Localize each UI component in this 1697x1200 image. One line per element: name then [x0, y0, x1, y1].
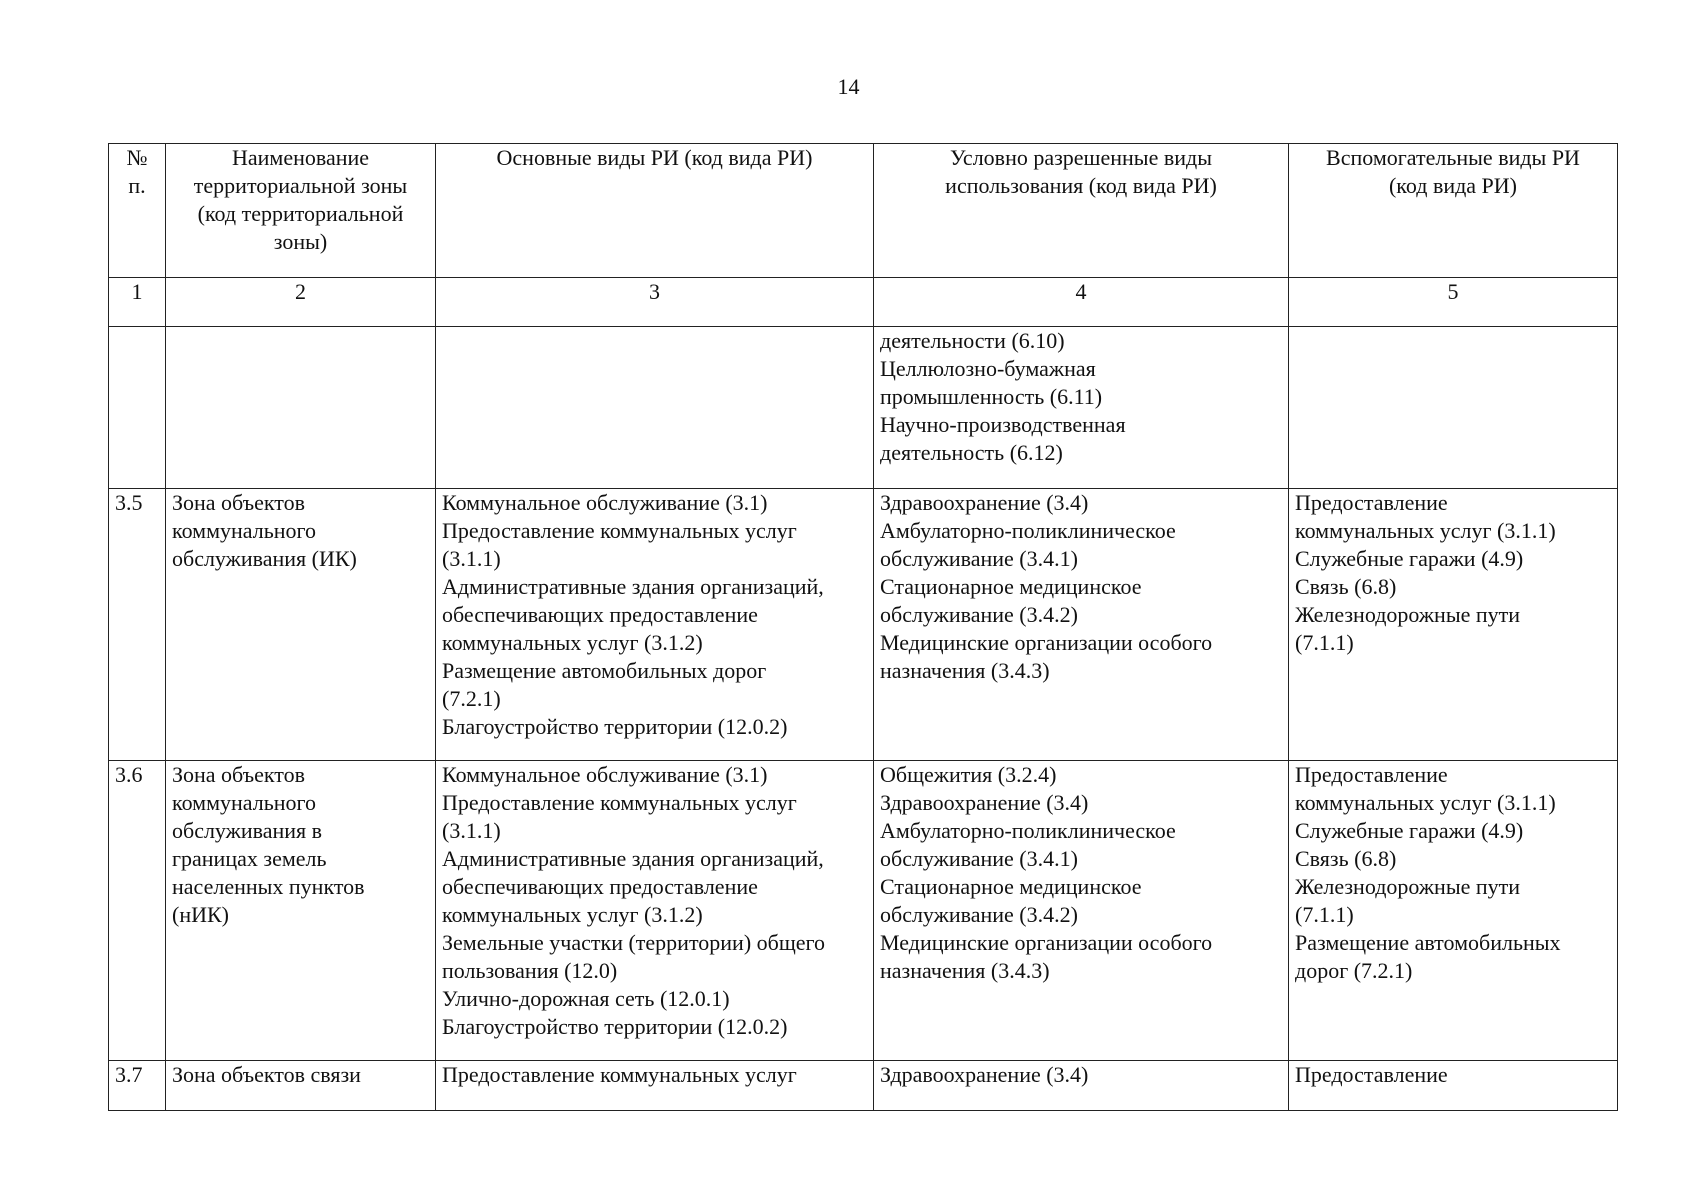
cell-line: Предоставление коммунальных услуг: [442, 518, 797, 543]
zone-name-cell: [166, 1061, 436, 1111]
cell-line: обслуживания (ИК): [172, 546, 357, 571]
row-number-cell: 3.6: [109, 761, 166, 1061]
cell-line: Коммунальное обслуживание (3.1): [442, 490, 768, 515]
cell-line: (7.1.1): [1295, 630, 1354, 655]
cell-line: Целлюлозно-бумажная: [880, 356, 1096, 381]
cell-line: Железнодорожные пути: [1295, 602, 1521, 627]
table-row: [109, 489, 1618, 761]
auxiliary-uses-cell: [1289, 489, 1618, 761]
cell-line: пользования (12.0): [442, 958, 618, 983]
cell-line: Стационарное медицинское: [880, 874, 1142, 899]
conditional-uses-cell: [874, 489, 1289, 761]
conditional-uses-cell: [874, 1061, 1289, 1111]
cell-line: Улично-дорожная сеть (12.0.1): [442, 986, 730, 1011]
cell-line: Благоустройство территории (12.0.2): [442, 1014, 788, 1039]
cell-line: (нИК): [172, 902, 229, 927]
main-uses-cell: [436, 761, 874, 1061]
cell-line: назначения (3.4.3): [880, 658, 1050, 683]
cell-line: границах земель: [172, 846, 327, 871]
cell-line: Железнодорожные пути: [1295, 874, 1521, 899]
cell-line: Зона объектов связи: [172, 1062, 361, 1087]
cell-line: Предоставление: [1295, 490, 1448, 515]
main-uses-cell: [436, 489, 874, 761]
header-line: №: [126, 145, 148, 170]
header-line: п.: [128, 173, 146, 198]
cell-line: обслуживания в: [172, 818, 323, 843]
header-line: территориальной зоны: [193, 173, 408, 198]
cell-line: Административные здания организаций,: [442, 846, 824, 871]
cell-line: Размещение автомобильных: [1295, 930, 1561, 955]
cell-line: Административные здания организаций,: [442, 574, 824, 599]
cell-line: обслуживание (3.4.2): [880, 902, 1078, 927]
cell-line: (3.1.1): [442, 818, 501, 843]
cell-line: Медицинские организации особого: [880, 630, 1213, 655]
cell-line: Размещение автомобильных дорог: [442, 658, 767, 683]
cell-line: промышленность (6.11): [880, 384, 1103, 409]
cell-line: обслуживание (3.4.1): [880, 846, 1078, 871]
main-uses-cell: [436, 327, 874, 489]
cell-line: Здравоохранение (3.4): [880, 790, 1089, 815]
cell-line: Предоставление: [1295, 1062, 1448, 1087]
cell-line: Общежития (3.2.4): [880, 762, 1057, 787]
cell-line: населенных пунктов: [172, 874, 365, 899]
cell-line: деятельности (6.10): [880, 328, 1065, 353]
cell-line: коммунальных услуг (3.1.2): [442, 630, 703, 655]
cell-line: Здравоохранение (3.4): [880, 1062, 1089, 1087]
cell-line: коммунального: [172, 518, 316, 543]
page-number: 14: [837, 74, 860, 99]
table-row: [109, 327, 1618, 489]
cell-line: Медицинские организации особого: [880, 930, 1213, 955]
cell-line: Здравоохранение (3.4): [880, 490, 1089, 515]
header-auxiliary-uses: [1289, 144, 1618, 278]
cell-line: Амбулаторно-поликлиническое: [880, 818, 1176, 843]
auxiliary-uses-cell: [1289, 1061, 1618, 1111]
zone-name-cell: [166, 327, 436, 489]
row-number-cell: 3.7: [109, 1061, 166, 1111]
cell-line: (7.2.1): [442, 686, 501, 711]
cell-line: назначения (3.4.3): [880, 958, 1050, 983]
cell-line: Связь (6.8): [1295, 846, 1397, 871]
cell-line: коммунального: [172, 790, 316, 815]
cell-line: Служебные гаражи (4.9): [1295, 546, 1524, 571]
header-number: [109, 144, 166, 278]
header-main-uses: [436, 144, 874, 278]
cell-line: обеспечивающих предоставление: [442, 874, 758, 899]
auxiliary-uses-cell: [1289, 761, 1618, 1061]
zone-name-cell: [166, 489, 436, 761]
header-conditional-uses: [874, 144, 1289, 278]
main-uses-cell: [436, 1061, 874, 1111]
cell-line: (3.1.1): [442, 546, 501, 571]
cell-line: Благоустройство территории (12.0.2): [442, 714, 788, 739]
auxiliary-uses-cell: [1289, 327, 1618, 489]
cell-line: обеспечивающих предоставление: [442, 602, 758, 627]
header-zone-name: [166, 144, 436, 278]
table-header-row: [109, 144, 1618, 278]
header-line: использования (код вида РИ): [945, 173, 1217, 198]
conditional-uses-cell: [874, 761, 1289, 1061]
cell-line: Амбулаторно-поликлиническое: [880, 518, 1176, 543]
zoning-table: [108, 143, 1618, 1111]
cell-line: Коммунальное обслуживание (3.1): [442, 762, 768, 787]
cell-line: Зона объектов: [172, 490, 305, 515]
cell-line: коммунальных услуг (3.1.1): [1295, 790, 1556, 815]
header-line: зоны): [273, 229, 328, 254]
column-number: 5: [1289, 278, 1618, 327]
column-number: 3: [436, 278, 874, 327]
cell-line: Предоставление коммунальных услуг: [442, 1062, 797, 1087]
cell-line: Предоставление: [1295, 762, 1448, 787]
cell-line: обслуживание (3.4.2): [880, 602, 1078, 627]
cell-line: обслуживание (3.4.1): [880, 546, 1078, 571]
conditional-uses-cell: [874, 327, 1289, 489]
table-row: [109, 761, 1618, 1061]
table-body: [109, 144, 1618, 1111]
header-line: (код территориальной: [197, 201, 404, 226]
column-number: 2: [166, 278, 436, 327]
cell-line: (7.1.1): [1295, 902, 1354, 927]
header-line: Условно разрешенные виды: [950, 145, 1212, 170]
header-line: Наименование: [231, 145, 370, 170]
cell-line: Предоставление коммунальных услуг: [442, 790, 797, 815]
column-number: 1: [109, 278, 166, 327]
cell-line: Научно-производственная: [880, 412, 1126, 437]
row-number-cell: 3.5: [109, 489, 166, 761]
cell-line: Земельные участки (территории) общего: [442, 930, 826, 955]
zone-name-cell: [166, 761, 436, 1061]
cell-line: коммунальных услуг (3.1.2): [442, 902, 703, 927]
cell-line: дорог (7.2.1): [1295, 958, 1413, 983]
cell-line: Зона объектов: [172, 762, 305, 787]
cell-line: деятельность (6.12): [880, 440, 1063, 465]
table-row: [109, 1061, 1618, 1111]
cell-line: Служебные гаражи (4.9): [1295, 818, 1524, 843]
cell-line: коммунальных услуг (3.1.1): [1295, 518, 1556, 543]
row-number-cell: [109, 327, 166, 489]
header-line: (код вида РИ): [1388, 173, 1518, 198]
header-line: Вспомогательные виды РИ: [1326, 145, 1580, 170]
column-number-row: [109, 278, 1618, 327]
cell-line: Связь (6.8): [1295, 574, 1397, 599]
column-number: 4: [874, 278, 1289, 327]
cell-line: Стационарное медицинское: [880, 574, 1142, 599]
header-line: Основные виды РИ (код вида РИ): [496, 145, 813, 170]
